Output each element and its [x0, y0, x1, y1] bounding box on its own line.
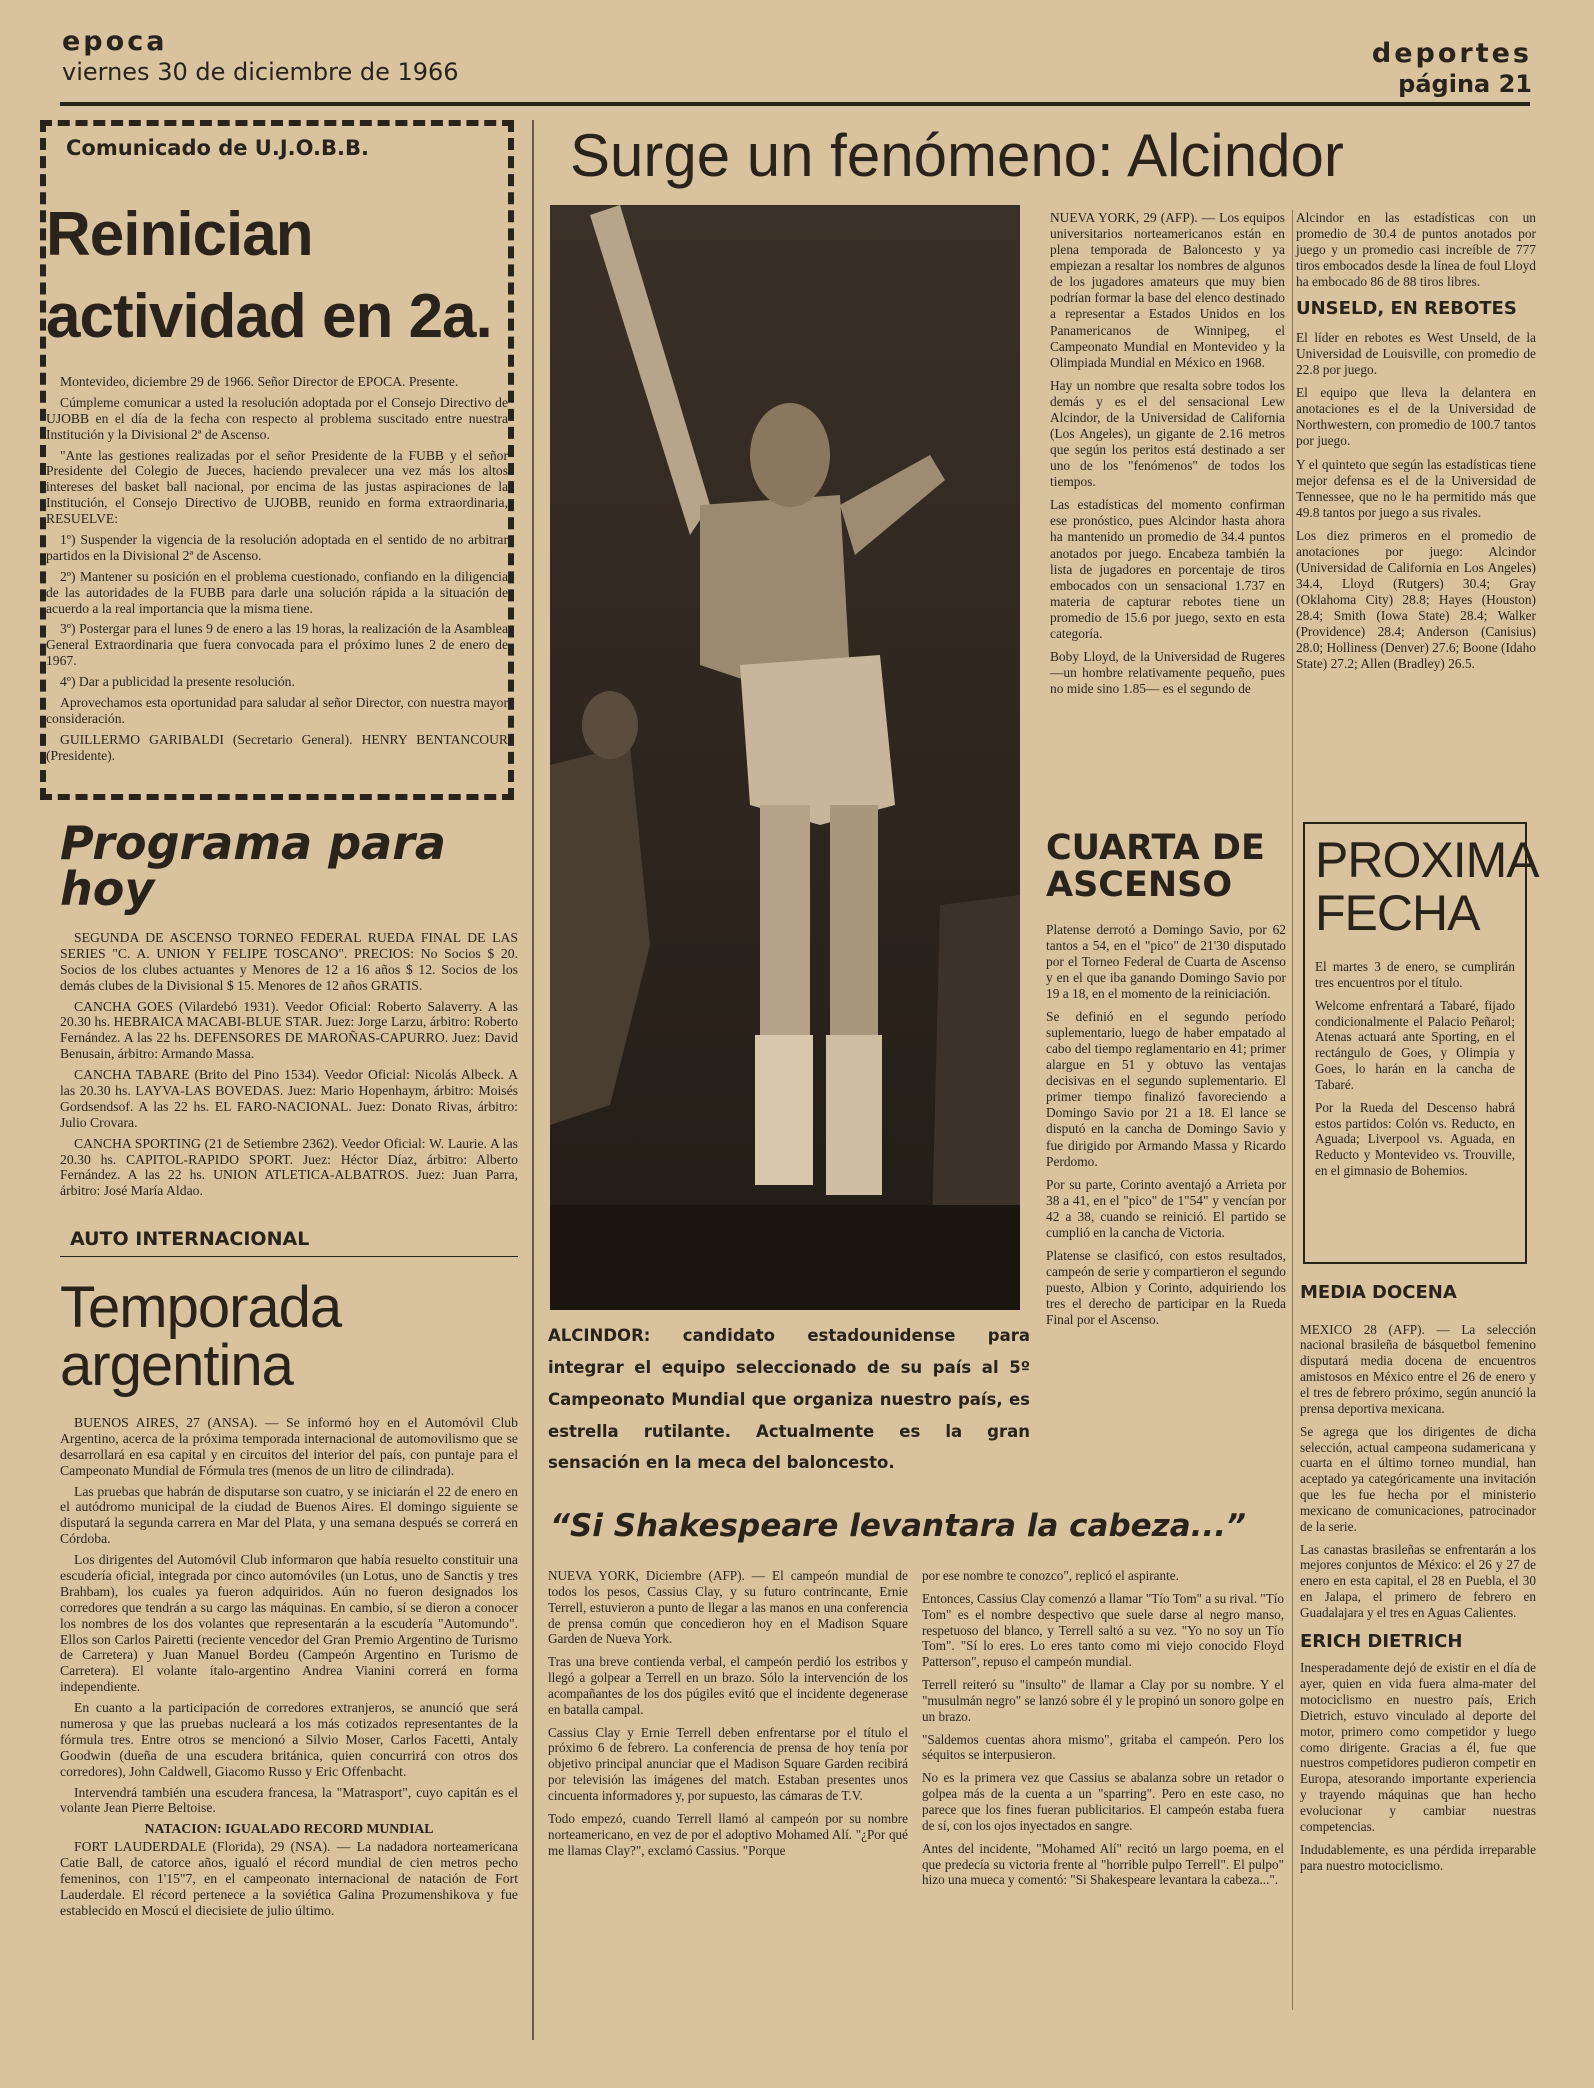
programa-headline: Programa para hoy [60, 816, 446, 916]
shakespeare-para: Cassius Clay y Ernie Terrell deben enfrentarse por el título el próximo 6 de febrero. La conferencia de prensa de hoy tenía por objetivo principal anunciar que el Madison Square Garden recibirá por televisión las imágenes del match. Estaban presentes unos cincuenta informadores y, por supuesto, las cámaras de T.V. [548, 1724, 908, 1803]
auto-para: Intervendrá también una escudera francesa, la "Matrasport", cuyo capitán es el volante Jean Pierre Beltoise. [60, 1784, 518, 1816]
natacion-head: NATACION: IGUALADO RECORD MUNDIAL [144, 1821, 434, 1837]
section-name: deportes [1371, 38, 1532, 69]
alcindor-para: Las estadísticas del momento confirman ese pronóstico, pues Alcindor hasta ahora ha mantenido un promedio de 34.4 puntos anotados por juego. Encabeza también la lista de jugadores en porcentaje de tiros embocados con un sensacional 1.737 en materia de capturar rebotes tiene un promedio de 15.6 por juego, sexto en esta categoría. [1050, 497, 1285, 641]
programa-body [60, 930, 518, 1199]
ujobb-kicker: Comunicado de U.J.O.B.B. [66, 136, 369, 160]
unseld-para: Los diez primeros en el promedio de anotaciones por juego: Alcindor (Universidad de California en Los Angeles) 34.4, Lloyd (Rutgers) 30.4; Gray (Oklahoma City) 28.8; Hayes (Houston) 28.4; Smith (Iowa State) 28.4; Walker (Providence) 28.4; Anderson (Canisius) 28.0; Holliness (Denver) 27.6; Boone (Idaho State) 27.2; Allen (Bradley) 26.5. [1296, 527, 1536, 672]
alcindor-para: NUEVA YORK, 29 (AFP). — Los equipos universitarios norteamericanos están en plena temporada de Baloncesto y ya empiezan a resaltar los nombres de algunos de los jugadores amateurs que muy bien podrían formar la base del elenco destinado a representar a Estados Unidos en los Panamericanos de Winnipeg, el Campeonato Mundial en Montevideo y la Olimpiada Mundial en México en 1968. [1050, 210, 1285, 370]
proxima-para: Por la Rueda del Descenso habrá estos partidos: Colón vs. Reducto, en Aguada; Liverpool vs. Aguada, en Reducto y Montevideo vs. Trouville, en el gimnasio de Bohemios. [1315, 1099, 1515, 1179]
programa-para: CANCHA TABARE (Brito del Pino 1534). Veedor Oficial: Nicolás Albeck. A las 20.30 hs. LAYVA-LAS BOVEDAS. Juez: Mario Hopenhaym, árbitro: Moisés Gordsendsof. A las 22 hs. EL FARO-NACIONAL. Juez: Donato Rivas, árbitro: Julio Crovara. [60, 1067, 518, 1130]
shakespeare-col2 [922, 1568, 1284, 1895]
alcindor-para: Alcindor en las estadísticas con un promedio de 30.4 de puntos anotados por juego y un promedio casi increíble de 777 tiros embocados desde la línea de foul Lloyd ha embocado 86 de 88 tiros libres. [1296, 210, 1536, 290]
erich-para: Inesperadamente dejó de existir en el día de ayer, quien en vida fuera alma-mater del motociclismo en nuestro país, Erich Dietrich, estuvo vinculado al deporte del motor, primero como competidor y luego como dirigente. Gracias a él, fue que nuestros competidores pudieron competir en Europa, atesorando importante experiencia y trayendo máquinas que han hecho evolucionar y cambiar nuestras competencias. [1300, 1660, 1536, 1834]
column-rule-right [1292, 210, 1293, 2010]
ujobb-body [46, 374, 508, 769]
programa-para: CANCHA SPORTING (21 de Setiembre 2362). Veedor Oficial: W. Laurie. A las 20.30 hs. CAPITOL-RAPIDO SPORT. Juez: Héctor Díaz, árbitro: Alberto Fernández. A las 22 hs. UNION ATLETICA-ALBATROS. Juez: Juan Parra, árbitro: José María Aldao. [60, 1135, 518, 1199]
unseld-head: UNSELD, EN REBOTES [1296, 298, 1517, 320]
auto-section [60, 1228, 518, 1925]
proxima-para: El martes 3 de enero, se cumplirán tres encuentros por el título. [1315, 959, 1515, 990]
shakespeare-para: por ese nombre te conozco", replicó el aspirante. [922, 1568, 1179, 1583]
masthead-right [1372, 40, 1532, 97]
unseld-para: El equipo que lleva la delantera en anotaciones es el de la Universidad de Northwestern, con promedio de 100.7 tantos por juego. [1296, 385, 1536, 449]
natacion-body: FORT LAUDERDALE (Florida), 29 (NSA). — La nadadora norteamericana Catie Ball, de catorce años, igualó el récord mundial de cien metros pecho femeninos, con 1'15"7, en el campeonato internacional de natación de Fort Lauderdale. El récord pertenece a la soviética Galina Prozumenshikova y fue establecido en Moscú el diecisiete de julio último. [60, 1839, 518, 1918]
alcindor-col2 [1296, 210, 1536, 680]
ujobb-para: 3º) Postergar para el lunes 9 de enero a las 19 horas, la realización de la Asamblea General Extraordinaria que fuera convocada para el próximo lunes 2 de enero de 1967. [46, 621, 508, 669]
shakespeare-para: Antes del incidente, "Mohamed Alí" recitó un largo poema, en el que predecía su victoria frente al "horrible pulpo Terrell". El pulpo" hizo una mueca y comentó: "Si Shakespeare levantara la cabeza...". [922, 1840, 1284, 1888]
cuarta-headline-1: CUARTA DE [1046, 828, 1265, 868]
page-number: página 21 [1398, 70, 1532, 98]
media-para: Se agrega que los dirigentes de dicha selección, actual campeona sudamericana y cuarta en el último torneo mundial, han aceptado ya categóricamente una invitación que les fue hecha por el ministerio mexicano de comunicaciones, patrocinador de la serie. [1300, 1423, 1536, 1534]
masthead-rule [60, 102, 1530, 106]
cuarta-headline-2: ASCENSO [1046, 864, 1233, 905]
auto-para: Las pruebas que habrán de disputarse son cuatro, y se iniciarán el 22 de enero en el autódromo municipal de la ciudad de Buenos Aires. El domingo siguiente se disputará la segunda carrera en Mar del Plata, y una semana después se correrá en Córdoba. [60, 1483, 518, 1547]
paper-name: epoca [62, 26, 168, 57]
auto-rule [60, 1256, 518, 1257]
shakespeare-para: No es la primera vez que Cassius se abalanza sobre un retador o golpea más de la cuenta a un "sparring". Pero en este caso, no parece que los fines fueran publicitarios. El campeón estaba fuera de sí, con los ojos inyectados en sangre. [922, 1770, 1284, 1833]
issue-date: viernes 30 de diciembre de 1966 [62, 58, 459, 86]
unseld-para: Y el quinteto que según las estadísticas tiene mejor defensa es el de la Universidad de Tennessee, que no le ha permitido más que 49.8 tantos por juego a sus rivales. [1296, 456, 1536, 520]
media-section [1300, 1282, 1536, 1880]
shakespeare-para: Tras una breve contienda verbal, el campeón perdió los estribos y llegó a golpear a Terrell en un brazo. Sólo la intervención de los acompañantes de los dos púgiles evitó que el incidente degenerase en batalla campal. [548, 1654, 908, 1717]
proxima-headline-2: FECHA [1315, 884, 1480, 941]
media-head: MEDIA DOCENA [1300, 1282, 1457, 1303]
programa-para: SEGUNDA DE ASCENSO TORNEO FEDERAL RUEDA FINAL DE LAS SERIES "C. A. UNION Y FELIPE TOSCANO". PRECIOS: No Socios $ 20. Socios de los clubes actuantes y Menores de 12 a 16 años $ 12. Socios de los demás clubes de la Divisional $ 15. Menores de 12 años GRATIS. [60, 930, 518, 993]
ujobb-para: Montevideo, diciembre 29 de 1966. Señor Director de EPOCA. Presente. [60, 374, 459, 389]
programa-para: CANCHA GOES (Vilardebó 1931). Veedor Oficial: Roberto Salaverry. A las 20.30 hs. HEBRAICA MACABI-BLUE STAR. Juez: Jorge Larzu, árbitro: Roberto Fernández. A las 22 hs. DEFENSORES DE MAROÑAS-CAPURRO. Juez: David Benusain, árbitro: Armando Massa. [60, 998, 518, 1062]
auto-kicker: AUTO INTERNACIONAL [70, 1228, 310, 1250]
alcindor-photo [550, 205, 1020, 1310]
proxima-para: Welcome enfrentará a Tabaré, fijado condicionalmente el Palacio Peñarol; Atenas actuará ante Sporting, en el rectángulo de Goes, y Olimpia y Goes, lo harán en la cancha de Tabaré. [1315, 997, 1515, 1092]
ujobb-para: "Ante las gestiones realizadas por el señor Presidente de la FUBB y el señor Presidente del Colegio de Jueces, haciendo prevalecer una vez más los altos intereses del basket ball nacional, por encima de las justas aspiraciones de la Institución, el Consejo Directivo de UJOBB, reunido en forma extraordinaria, RESUELVE: [46, 447, 508, 527]
cuarta-para: Por su parte, Corinto aventajó a Arrieta por 38 a 41, en el "pico" de 1"54" y vencían por 42 a 38, cuando se reinició. El partido se cumplió en la cancha de Victoria. [1046, 1176, 1286, 1240]
proxima-box [1303, 822, 1539, 1264]
erich-para: Indudablemente, es una pérdida irreparable para nuestro motociclismo. [1300, 1841, 1536, 1873]
masthead-left [62, 28, 459, 85]
programa-section [60, 816, 518, 1205]
media-para: MEXICO 28 (AFP). — La selección nacional brasileña de básquetbol femenino disputará media docena de encuentros amistosos en México entre el 26 de enero y el tres de febrero próximo, según anunció la prensa deportiva mexicana. [1300, 1321, 1536, 1416]
proxima-headline-1: PROXIMA [1315, 832, 1539, 888]
shakespeare-para: Todo empezó, cuando Terrell llamó al campeón por su nombre norteamericano, en vez de por el adoptivo Mohamed Alí. "¿Por qué me llamas Clay?", exclamó Cassius. "Porque [548, 1810, 908, 1858]
player-photo-illustration [550, 205, 1020, 1310]
alcindor-headline: Surge un fenómeno: Alcindor [570, 122, 1344, 189]
auto-para: En cuanto a la participación de corredores extranjeros, se anunció que será numerosa y que las pruebas nucleará a los más cotizados representantes de la fórmula tres. Entre otros se mencionó a Silvio Moser, Carlos Facetti, Antaly Goodwin (dueña de una escudera británica, quien concurrirá con otros dos corredores), John Caldwell, Giacomo Russo y Eric Offenbacht. [60, 1700, 518, 1779]
auto-para: Los dirigentes del Automóvil Club informaron que había resuelto constituir una escudería oficial, integrada por cinco automóviles (un Lotus, uno de Sanctis y tres Brahbam), los cuales ya fueron adquiridos. Aún no fueron designados los corredores que tendrán a su cargo las máquinas. En cambio, sí se dieron a conocer los nombres de los dos volantes que representarán a la escudería "Automundo". Ellos son Carlos Pairetti (reciente vencedor del Gran Premio Argentino de Turismo de Carretera) y Juan Manuel Bordeu (Campeón Argentino en Turismo de Carretera). El volante ítalo-argentino Andrea Vianini correrá en forma independiente. [60, 1552, 518, 1695]
shakespeare-para: Entonces, Cassius Clay comenzó a llamar "Tío Tom" a su rival. "Tío Tom" es el nombre despectivo que suele darse al negro manso, respetuoso del blanco, y Terrell saltó a su vez. "Yo no soy un Tío Tom". "Sí lo eres. Lo eres tanto como mi viejo conocido Floyd Patterson", repuso el campeón mundial. [922, 1590, 1284, 1670]
column-rule [532, 120, 534, 2040]
alcindor-para: Hay un nombre que resalta sobre todos los demás y es el del sensacional Lew Alcindor, de la Universidad de California (Los Angeles), un gigante de 2.16 metros que según los peritos está destinado a ser uno de los "fenómenos" de todos los tiempos. [1050, 377, 1285, 490]
ujobb-para: Aprovechamos esta oportunidad para saludar al señor Director, con nuestra mayor consideración. [46, 695, 508, 726]
ujobb-para: 4º) Dar a publicidad la presente resolución. [60, 674, 295, 690]
auto-body [60, 1415, 518, 1919]
ujobb-para: GUILLERMO GARIBALDI (Secretario General). HENRY BENTANCOUR (Presidente). [46, 731, 508, 763]
ujobb-box [40, 120, 514, 800]
shakespeare-para: NUEVA YORK, Diciembre (AFP). — El campeón mundial de todos los pesos, Cassius Clay, y su futuro contrincante, Ernie Terrell, estuvieron a punto de llegar a las manos en una conferencia de prensa común que concedieron hoy en el Madison Square Garden de Nueva York. [548, 1568, 908, 1647]
ujobb-headline-1: Reinician [46, 200, 313, 269]
cuarta-section [1046, 830, 1286, 1335]
auto-para: BUENOS AIRES, 27 (ANSA). — Se informó hoy en el Automóvil Club Argentino, acerca de la próxima temporada internacional de automovilismo que se desarrollará en esa capital y en circuitos del interior del país, con puntaje para el Campeonato Mundial de Fórmula tres (menos de un litro de cilindrada). [60, 1415, 518, 1478]
shakespeare-headline: “Si Shakespeare levantara la cabeza...” [550, 1508, 1246, 1544]
cuarta-para: Se definió en el segundo período suplementario, luego de haber empatado al cabo del tiempo reglamentario en 41; primer alargue en 51 y obtuvo las ventajas decisivas en el segundo suplementario. El primer tiempo finalizó favoreciendo a Domingo Savio por 21 a 18. El lance se disputó en la cancha de Domingo Savio y fue dirigido por Armando Massa y Ricardo Perdomo. [1046, 1008, 1286, 1169]
alcindor-caption: ALCINDOR: candidato estadounidense para integrar el equipo seleccionado de su país al 5º Campeonato Mundial que organiza nuestro país, es estrella rutilante. Actualmente es la gran sensación en la meca del baloncesto. [548, 1326, 1030, 1473]
ujobb-headline-2: actividad en 2a. [46, 282, 492, 351]
alcindor-para: Boby Lloyd, de la Universidad de Rugeres —un hombre relativamente pequeño, pues no mide sino 1.85— es el segundo de [1050, 649, 1285, 697]
ujobb-para: 2º) Mantener su posición en el problema cuestionado, confiando en la diligencia de las autoridades de la FUBB para darle una solución rápida a la situación de acuerdo a la real importancia que la misma tiene. [46, 568, 508, 616]
shakespeare-para: "Saldemos cuentas ahora mismo", gritaba el campeón. Pero los séquitos se interpusieron. [922, 1731, 1284, 1763]
media-para: Las canastas brasileñas se enfrentarán a los mejores conjuntos de México: el 26 y 27 de enero en esta capital, el 28 en Puebla, el 30 en Jalapa, el primero de febrero en Guadalajara y el tres en Aguas Calientes. [1300, 1541, 1536, 1620]
cuarta-para: Platense derrotó a Domingo Savio, por 62 tantos a 54, en el "pico" de 21'30 disputado por el Torneo Federal de Cuarta de Ascenso y en el que iba ganando Domingo Savio por 19 a 18, en el momento de la reiniciación. [1046, 921, 1286, 1001]
cuarta-para: Platense se clasificó, con estos resultados, campeón de serie y compartieron el segundo puesto, Albion y Corinto, adquiriendo los tres el derecho de participar en la Rueda Final por el Ascenso. [1046, 1247, 1286, 1328]
ujobb-para: 1º) Suspender la vigencia de la resolución adoptada en el sentido de no arbitrar partidos en la Divisional 2ª de Ascenso. [46, 532, 508, 563]
proxima-body [1315, 959, 1515, 1179]
ujobb-para: Cúmpleme comunicar a usted la resolución adoptada por el Consejo Directivo de UJOBB en el día de la fecha con respecto al problema suscitado entre nuestra Institución y la Divisional 2ª de Ascenso. [46, 394, 508, 442]
unseld-para: El líder en rebotes es West Unseld, de la Universidad de Louisville, con promedio de 22.8 por juego. [1296, 329, 1536, 378]
alcindor-col1 [1050, 210, 1285, 704]
auto-headline: Temporada argentina [60, 1275, 342, 1398]
shakespeare-para: Terrell reiteró su "insulto" de llamar a Clay por su nombre. Y el "musulmán negro" se lanzó sobre él y le propinó un sonoro golpe en un brazo. [922, 1677, 1284, 1724]
erich-head: ERICH DIETRICH [1300, 1630, 1463, 1652]
shakespeare-col1 [548, 1568, 908, 1865]
